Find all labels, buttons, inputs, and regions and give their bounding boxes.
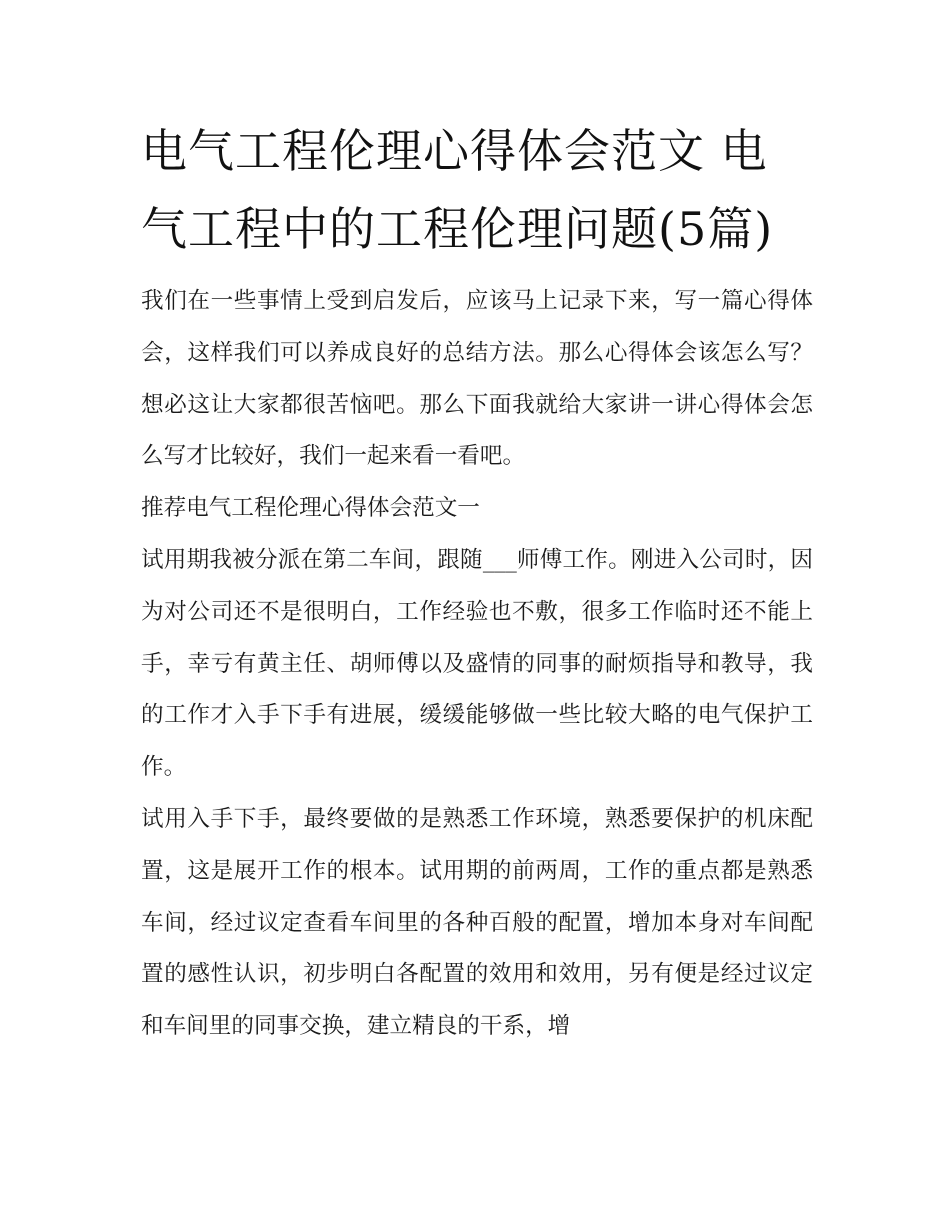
document-body — [141, 112, 813, 1053]
document-title: 电气工程伦理心得体会范文 电气工程中的工程伦理问题(5篇) — [141, 124, 774, 256]
body-paragraph: 试用期我被分派在第二车间，跟随___师傅工作。刚进入公司时，因为对公司还不是很明白，工作经验也不敷，很多工作临时还不能上手，幸亏有黄主任、胡师傅以及盛情的同事的耐烦指导和教导，我的工作才入手下手有进展，缓缓能够做一些比较大略的电气保护工作。 — [141, 546, 813, 781]
section-heading: 推荐电气工程伦理心得体会范文一 — [141, 495, 480, 522]
intro-paragraph: 我们在一些事情上受到启发后，应该马上记录下来，写一篇心得体会，这样我们可以养成良好的总结方法。那么心得体会该怎么写？想必这让大家都很苦恼吧。那么下面我就给大家讲一讲心得体会怎么写才比较好，我们一起来看一看吧。 — [141, 288, 813, 470]
body-paragraph: 试用入手下手，最终要做的是熟悉工作环境，熟悉要保护的机床配置，这是展开工作的根本。试用期的前两周，工作的重点都是熟悉车间，经过议定查看车间里的各种百般的配置，增加本身对车间配置的感性认识，初步明白各配置的效用和效用，另有便是经过议定和车间里的同事交换，建立精良的干系，增 — [141, 805, 813, 1040]
